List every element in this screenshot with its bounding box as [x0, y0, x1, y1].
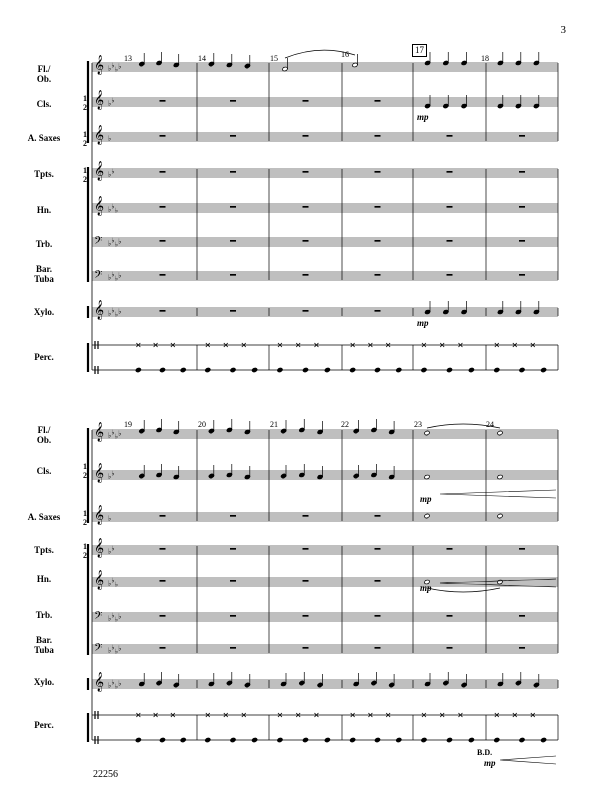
perc-note: [519, 737, 525, 742]
perc-note: [180, 737, 186, 742]
perc-note: [350, 737, 356, 742]
perc-note: [205, 367, 211, 372]
flat-accidental: ♭: [111, 202, 115, 211]
perc-note: [541, 737, 547, 742]
whole-rest: [519, 647, 525, 649]
perc-note: [374, 737, 380, 742]
flat-accidental: ♭: [114, 274, 119, 283]
measure-number: 14: [198, 54, 206, 63]
flat-accidental: ♭: [108, 239, 112, 248]
perc-note: [324, 367, 330, 372]
whole-rest: [303, 206, 309, 208]
whole-rest: [303, 100, 309, 102]
whole-rest: [230, 100, 236, 102]
measure-number: 20: [198, 420, 206, 429]
whole-rest: [303, 580, 309, 582]
perc-note: [396, 737, 402, 742]
label-clarinets: Cls.: [36, 99, 52, 109]
flat-accidental: ♭: [114, 65, 119, 74]
whole-rest: [375, 274, 381, 276]
whole-rest: [160, 206, 166, 208]
parts-clarinets: 1 2: [83, 462, 87, 480]
half-note: [497, 430, 503, 435]
bass-clef: 𝄢: [94, 642, 103, 657]
whole-rest: [375, 171, 381, 173]
whole-rest: [447, 274, 453, 276]
flat-accidental: ♭: [108, 579, 112, 588]
whole-rest: [303, 310, 309, 312]
parts-clarinets: 1 2: [83, 94, 87, 112]
measure-number: 16: [341, 50, 349, 59]
flat-accidental: ♭: [108, 431, 112, 440]
perc-note: [350, 367, 356, 372]
whole-rest: [160, 274, 166, 276]
perc-note: [135, 737, 141, 742]
flat-accidental: ♭: [114, 682, 119, 691]
label-percussion: Perc.: [34, 352, 54, 362]
whole-rest: [303, 171, 309, 173]
flat-accidental: ♭: [114, 206, 119, 215]
treble-clef: 𝄞: [94, 196, 105, 216]
flat-accidental: ♭: [108, 472, 112, 481]
flat-accidental: ♭: [108, 170, 112, 179]
whole-rest: [375, 580, 381, 582]
label-baritone-tuba: Bar. Tuba: [34, 264, 54, 284]
dynamic-mp: mp: [420, 583, 432, 593]
whole-rest: [230, 515, 236, 517]
label-horn: Hn.: [36, 205, 52, 215]
flat-accidental: ♭: [108, 134, 112, 143]
parts-alto-saxes: 1 2: [83, 509, 87, 527]
measure-number: 13: [124, 54, 132, 63]
perc-note: [302, 737, 308, 742]
flat-accidental: ♭: [111, 270, 115, 279]
flat-accidental: ♭: [118, 612, 122, 621]
whole-rest: [160, 135, 166, 137]
label-horn: Hn.: [36, 574, 52, 584]
perc-note: [302, 367, 308, 372]
treble-clef: 𝄞: [94, 300, 105, 320]
measure-number: 15: [270, 54, 278, 63]
flat-accidental: ♭: [108, 309, 112, 318]
whole-rest: [160, 100, 166, 102]
flat-accidental: ♭: [108, 205, 112, 214]
whole-rest: [375, 135, 381, 137]
perc-note: [159, 367, 165, 372]
whole-rest: [519, 240, 525, 242]
whole-rest: [447, 240, 453, 242]
whole-rest: [519, 206, 525, 208]
perc-note: [230, 737, 236, 742]
whole-rest: [447, 647, 453, 649]
flat-accidental: ♭: [111, 643, 115, 652]
measure-number: 24: [486, 420, 494, 429]
whole-rest: [375, 548, 381, 550]
whole-rest: [375, 206, 381, 208]
whole-rest: [230, 615, 236, 617]
flat-accidental: ♭: [108, 514, 112, 523]
whole-rest: [230, 548, 236, 550]
flat-accidental: ♭: [111, 611, 115, 620]
crescendo-hairpin: [500, 756, 556, 764]
whole-rest: [160, 171, 166, 173]
measure-number: 21: [270, 420, 278, 429]
whole-rest: [230, 274, 236, 276]
flat-accidental: ♭: [111, 544, 115, 553]
whole-rest: [375, 100, 381, 102]
treble-clef: 𝄞: [94, 90, 105, 110]
treble-clef: 𝄞: [94, 422, 105, 442]
whole-rest: [375, 647, 381, 649]
whole-rest: [303, 548, 309, 550]
flat-accidental: ♭: [111, 61, 115, 70]
label-trombone: Trb.: [35, 610, 53, 620]
perc-note: [468, 367, 474, 372]
whole-rest: [375, 515, 381, 517]
perc-note: [374, 367, 380, 372]
perc-note: [468, 737, 474, 742]
parts-alto-saxes: 1 2: [83, 130, 87, 148]
flat-accidental: ♭: [108, 614, 112, 623]
flat-accidental: ♭: [111, 236, 115, 245]
whole-rest: [447, 548, 453, 550]
whole-rest: [160, 548, 166, 550]
whole-rest: [160, 240, 166, 242]
whole-rest: [519, 548, 525, 550]
whole-rest: [447, 171, 453, 173]
whole-rest: [230, 171, 236, 173]
flat-accidental: ♭: [118, 429, 122, 438]
flat-accidental: ♭: [108, 64, 112, 73]
whole-rest: [303, 274, 309, 276]
flat-accidental: ♭: [111, 576, 115, 585]
flat-accidental: ♭: [118, 307, 122, 316]
perc-note: [446, 367, 452, 372]
whole-rest: [160, 580, 166, 582]
whole-rest: [375, 240, 381, 242]
page-number: 3: [560, 24, 566, 36]
whole-rest: [519, 615, 525, 617]
whole-rest: [160, 515, 166, 517]
perc-note: [230, 367, 236, 372]
perc-note: [277, 737, 283, 742]
label-xylophone: Xylo.: [33, 677, 55, 687]
flat-accidental: ♭: [111, 469, 115, 478]
whole-rest: [230, 135, 236, 137]
whole-rest: [160, 647, 166, 649]
whole-rest: [303, 135, 309, 137]
treble-clef: 𝄞: [94, 161, 105, 181]
flat-accidental: ♭: [118, 237, 122, 246]
flat-accidental: ♭: [114, 432, 119, 441]
whole-rest: [303, 240, 309, 242]
whole-rest: [230, 240, 236, 242]
label-trombone: Trb.: [35, 239, 53, 249]
flat-accidental: ♭: [118, 62, 122, 71]
flat-accidental: ♭: [114, 240, 119, 249]
dynamic-mp: mp: [420, 494, 432, 504]
measure-number: 23: [414, 420, 422, 429]
whole-rest: [375, 615, 381, 617]
flat-accidental: ♭: [111, 167, 115, 176]
flat-accidental: ♭: [114, 310, 119, 319]
label-trumpets: Tpts.: [34, 169, 54, 179]
whole-rest: [230, 647, 236, 649]
perc-note: [159, 737, 165, 742]
whole-rest: [230, 206, 236, 208]
flat-accidental: ♭: [111, 96, 115, 105]
flat-accidental: ♭: [114, 647, 119, 656]
flat-accidental: ♭: [118, 271, 122, 280]
perc-note: [519, 367, 525, 372]
label-flute-oboe: Fl./ Ob.: [36, 425, 52, 445]
label-clarinets: Cls.: [36, 466, 52, 476]
flat-accidental: ♭: [118, 679, 122, 688]
whole-rest: [160, 615, 166, 617]
treble-clef: 𝄞: [94, 55, 105, 75]
flat-accidental: ♭: [108, 99, 112, 108]
flat-accidental: ♭: [111, 306, 115, 315]
measure-number: 19: [124, 420, 132, 429]
flat-accidental: ♭: [108, 547, 112, 556]
half-note: [424, 430, 430, 435]
label-percussion: Perc.: [34, 720, 54, 730]
perc-note: [494, 367, 500, 372]
bass-clef: 𝄢: [94, 610, 103, 625]
perc-note: [494, 737, 500, 742]
whole-rest: [303, 647, 309, 649]
perc-note: [277, 367, 283, 372]
measure-number: 18: [481, 54, 489, 63]
label-xylophone: Xylo.: [33, 307, 55, 317]
flat-accidental: ♭: [114, 580, 119, 589]
label-alto-saxes: A. Saxes: [27, 512, 61, 522]
label-alto-saxes: A. Saxes: [27, 133, 61, 143]
whole-rest: [447, 615, 453, 617]
parts-trumpets: 1 2: [83, 542, 87, 560]
whole-rest: [230, 310, 236, 312]
label-baritone-tuba: Bar. Tuba: [34, 635, 54, 655]
tie: [427, 588, 500, 592]
bass-drum-label: B.D.: [477, 748, 493, 757]
measure-number: 22: [341, 420, 349, 429]
whole-rest: [519, 135, 525, 137]
whole-rest: [230, 580, 236, 582]
treble-clef: 𝄞: [94, 463, 105, 483]
perc-note: [324, 737, 330, 742]
perc-note: [252, 367, 258, 372]
perc-note: [205, 737, 211, 742]
treble-clef: 𝄞: [94, 125, 105, 145]
half-note: [424, 513, 430, 518]
whole-rest: [447, 135, 453, 137]
whole-rest: [375, 310, 381, 312]
label-flute-oboe: Fl./ Ob.: [36, 64, 52, 84]
treble-clef: 𝄞: [94, 538, 105, 558]
treble-clef: 𝄞: [94, 672, 105, 692]
perc-note: [421, 737, 427, 742]
flat-accidental: ♭: [111, 678, 115, 687]
parts-trumpets: 1 2: [83, 166, 87, 184]
whole-rest: [519, 274, 525, 276]
whole-rest: [303, 615, 309, 617]
crescendo-hairpin: [440, 490, 556, 498]
flat-accidental: ♭: [111, 428, 115, 437]
flat-accidental: ♭: [114, 615, 119, 624]
perc-note: [135, 367, 141, 372]
flat-accidental: ♭: [108, 681, 112, 690]
dynamic-mp: mp: [417, 318, 429, 328]
whole-rest: [519, 171, 525, 173]
whole-rest: [160, 310, 166, 312]
whole-rest: [447, 206, 453, 208]
flat-accidental: ♭: [108, 646, 112, 655]
perc-note: [252, 737, 258, 742]
perc-note: [396, 367, 402, 372]
dynamic-mp: mp: [484, 758, 496, 768]
bass-clef: 𝄢: [94, 269, 103, 284]
dynamic-mp: mp: [417, 112, 429, 122]
label-trumpets: Tpts.: [34, 545, 54, 555]
perc-note: [446, 737, 452, 742]
catalog-number: 22256: [93, 769, 118, 780]
perc-note: [421, 367, 427, 372]
perc-note: [541, 367, 547, 372]
half-note: [497, 513, 503, 518]
treble-clef: 𝄞: [94, 505, 105, 525]
whole-rest: [303, 515, 309, 517]
flat-accidental: ♭: [108, 273, 112, 282]
perc-note: [180, 367, 186, 372]
treble-clef: 𝄞: [94, 570, 105, 590]
bass-clef: 𝄢: [94, 235, 103, 250]
rehearsal-mark: 17: [412, 44, 427, 57]
flat-accidental: ♭: [118, 644, 122, 653]
